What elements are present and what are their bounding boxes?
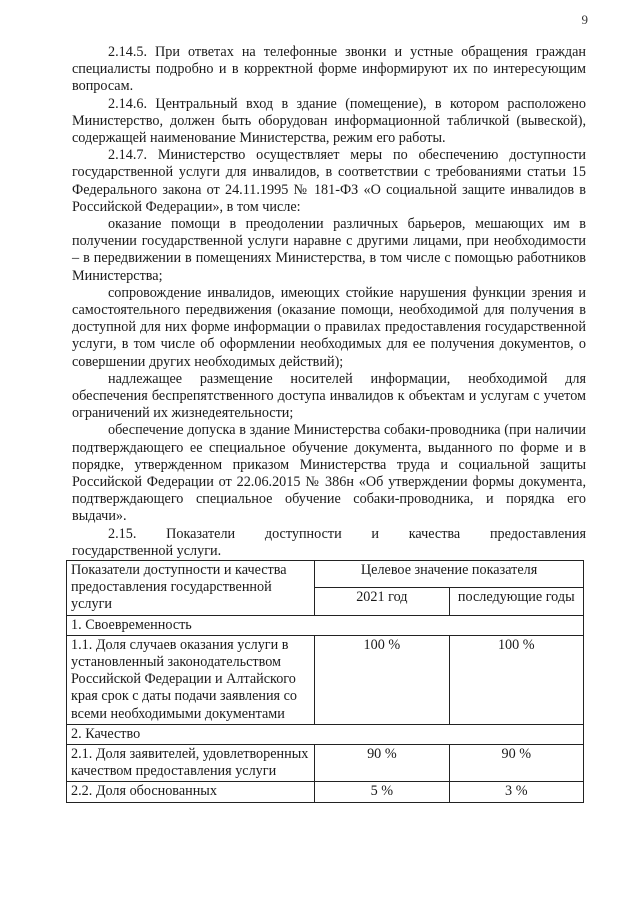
paragraph-escort: сопровождение инвалидов, имеющих стойкие нарушения функции зрения и самостоятельного передвижения (оказание помощи, необходимой для получения в доступной для них форме информации о правилах предоставления государственной услуги, в том числе об оформлении необходимых для ее получения документов, о совершении других необходимых действий);	[72, 284, 586, 370]
header-target-value: Целевое значение показателя	[315, 561, 584, 588]
table-row	[67, 782, 584, 802]
table-section-row	[67, 724, 584, 744]
section-2-15-heading: 2.15. Показатели доступности и качества предоставления	[108, 525, 586, 542]
table-section-row	[67, 615, 584, 635]
table-header-row	[67, 561, 584, 588]
header-indicator: Показатели доступности и качества предоставления государственной услуги	[67, 561, 315, 616]
row-label: 2.2. Доля обоснованных	[67, 782, 315, 802]
header-year-2021: 2021 год	[315, 588, 449, 615]
paragraph-2-14-7: 2.14.7. Министерство осуществляет меры по обеспечению доступности государственной услуги для инвалидов, в соответствии с требованиями статьи 15 Федерального закона от 24.11.1995 № 181-ФЗ «О социальной защите инвалидов в Российской Федерации», в том числе:	[72, 147, 586, 215]
paragraph-assistance: оказание помощи в преодолении различных барьеров, мешающих им в получении государственной услуги наравне с другими лицами, при необходимости – в передвижении в помещениях Министерства, в том числе с помощью работников Министерства;	[72, 216, 586, 284]
row-value-2021: 5 %	[315, 782, 449, 802]
body-text	[72, 44, 586, 560]
paragraph-2-14-6: 2.14.6. Центральный вход в здание (помещение), в котором расположено Министерство, должен быть оборудован информационной табличкой (вывеской), содержащей наименование Министерства, режим его работы.	[72, 95, 586, 147]
row-label: 2.1. Доля заявителей, удовлетворенных качеством предоставления услуги	[67, 745, 315, 782]
section-2-15-heading-cont: государственной услуги.	[72, 542, 222, 559]
row-value-next: 90 %	[449, 745, 583, 782]
paragraph-information-media: надлежащее размещение носителей информации, необходимой для обеспечения беспрепятственного доступа инвалидов к объектам и услугам с учетом ограничений их жизнедеятельности;	[72, 370, 586, 422]
table-row	[67, 635, 584, 724]
section-title: 1. Своевременность	[67, 615, 584, 635]
page-number: 9	[581, 12, 588, 27]
table-row	[67, 745, 584, 782]
row-label: 1.1. Доля случаев оказания услуги в установленный законодательством Российской Федерации и Алтайского края срок с даты подачи заявления со всеми необходимыми документами	[67, 635, 315, 724]
paragraph-2-14-5: 2.14.5. При ответах на телефонные звонки и устные обращения граждан специалисты подробно и в корректной форме информируют их по интересующим вопросам.	[72, 44, 586, 95]
row-value-next: 100 %	[449, 635, 583, 724]
row-value-2021: 100 %	[315, 635, 449, 724]
row-value-2021: 90 %	[315, 745, 449, 782]
section-title: 2. Качество	[67, 724, 584, 744]
row-value-next: 3 %	[449, 782, 583, 802]
header-following-years: последующие годы	[449, 588, 583, 615]
indicators-table	[66, 560, 584, 803]
paragraph-guide-dog: обеспечение допуска в здание Министерства собаки-проводника (при наличии подтверждающего ее специальное обучение документа, выданного по форме и в порядке, утвержденном приказом Министерства труда и социальной защиты Российской Федерации от 22.06.2015 № 386н «Об утверждении формы документа, подтверждающего специальное обучение собаки-проводника, и порядка его выдачи».	[72, 422, 586, 525]
